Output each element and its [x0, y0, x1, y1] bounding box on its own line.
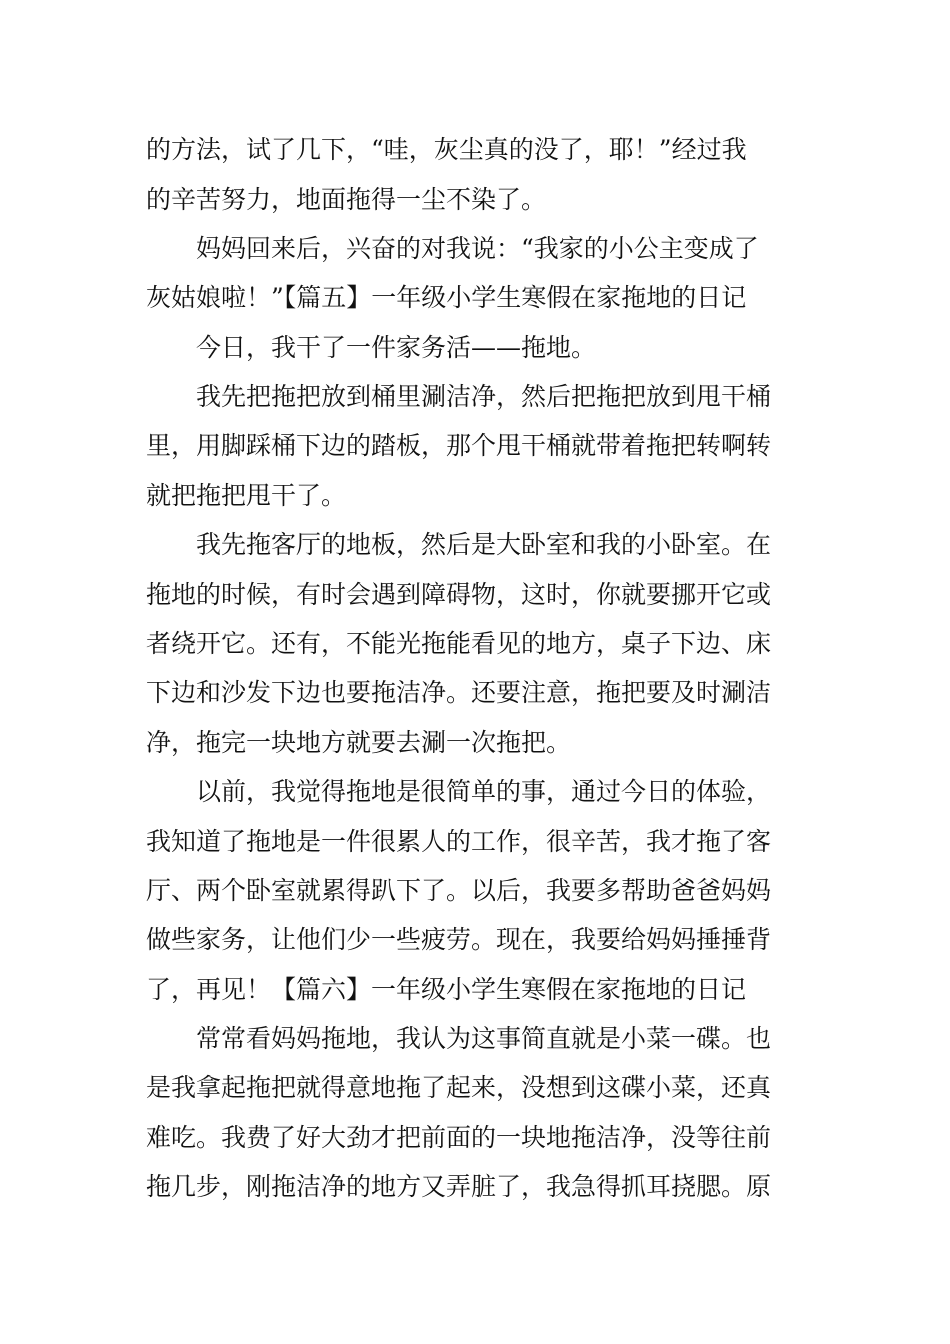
text-line: 灰姑娘啦！”【篇五】一年级小学生寒假在家拖地的日记 [146, 283, 747, 312]
text-line: 了，再见！【篇六】一年级小学生寒假在家拖地的日记 [146, 975, 747, 1004]
paragraph-start-line: 常常看妈妈拖地，我认为这事简直就是小菜一碟。也 [196, 1024, 772, 1053]
text-line: 里，用脚踩桶下边的踏板，那个甩干桶就带着拖把转啊转 [146, 431, 772, 460]
text-line: 我知道了拖地是一件很累人的工作，很辛苦，我才拖了客 [146, 827, 772, 856]
paragraph-start-line: 我先拖客厅的地板，然后是大卧室和我的小卧室。在 [196, 530, 772, 559]
text-line: 厅、两个卧室就累得趴下了。以后，我要多帮助爸爸妈妈 [146, 876, 772, 905]
paragraph-start-line: 妈妈回来后，兴奋的对我说：“我家的小公主变成了 [196, 234, 759, 263]
text-line: 拖地的时候，有时会遇到障碍物，这时，你就要挪开它或 [146, 580, 772, 609]
text-line: 是我拿起拖把就得意地拖了起来，没想到这碟小菜，还真 [146, 1073, 772, 1102]
text-line: 拖几步，刚拖洁净的地方又弄脏了，我急得抓耳挠腮。原 [146, 1172, 772, 1201]
text-line: 者绕开它。还有，不能光拖能看见的地方，桌子下边、床 [146, 629, 772, 658]
text-line: 的方法，试了几下，“哇，灰尘真的没了，耶！”经过我 [146, 135, 747, 164]
paragraph-start-line: 今日，我干了一件家务活——拖地。 [196, 333, 597, 362]
text-line: 净，拖完一块地方就要去涮一次拖把。 [146, 728, 572, 757]
text-line: 就把拖把甩干了。 [146, 481, 347, 510]
text-line: 的辛苦努力，地面拖得一尘不染了。 [146, 185, 547, 214]
paragraph-start-line: 以前，我觉得拖地是很简单的事，通过今日的体验， [196, 777, 772, 806]
text-line: 下边和沙发下边也要拖洁净。还要注意，拖把要及时涮洁 [146, 678, 772, 707]
text-line: 做些家务，让他们少一些疲劳。现在，我要给妈妈捶捶背 [146, 925, 772, 954]
text-line: 难吃。我费了好大劲才把前面的一块地拖洁净，没等往前 [146, 1123, 772, 1152]
paragraph-start-line: 我先把拖把放到桶里涮洁净，然后把拖把放到甩干桶 [196, 382, 772, 411]
